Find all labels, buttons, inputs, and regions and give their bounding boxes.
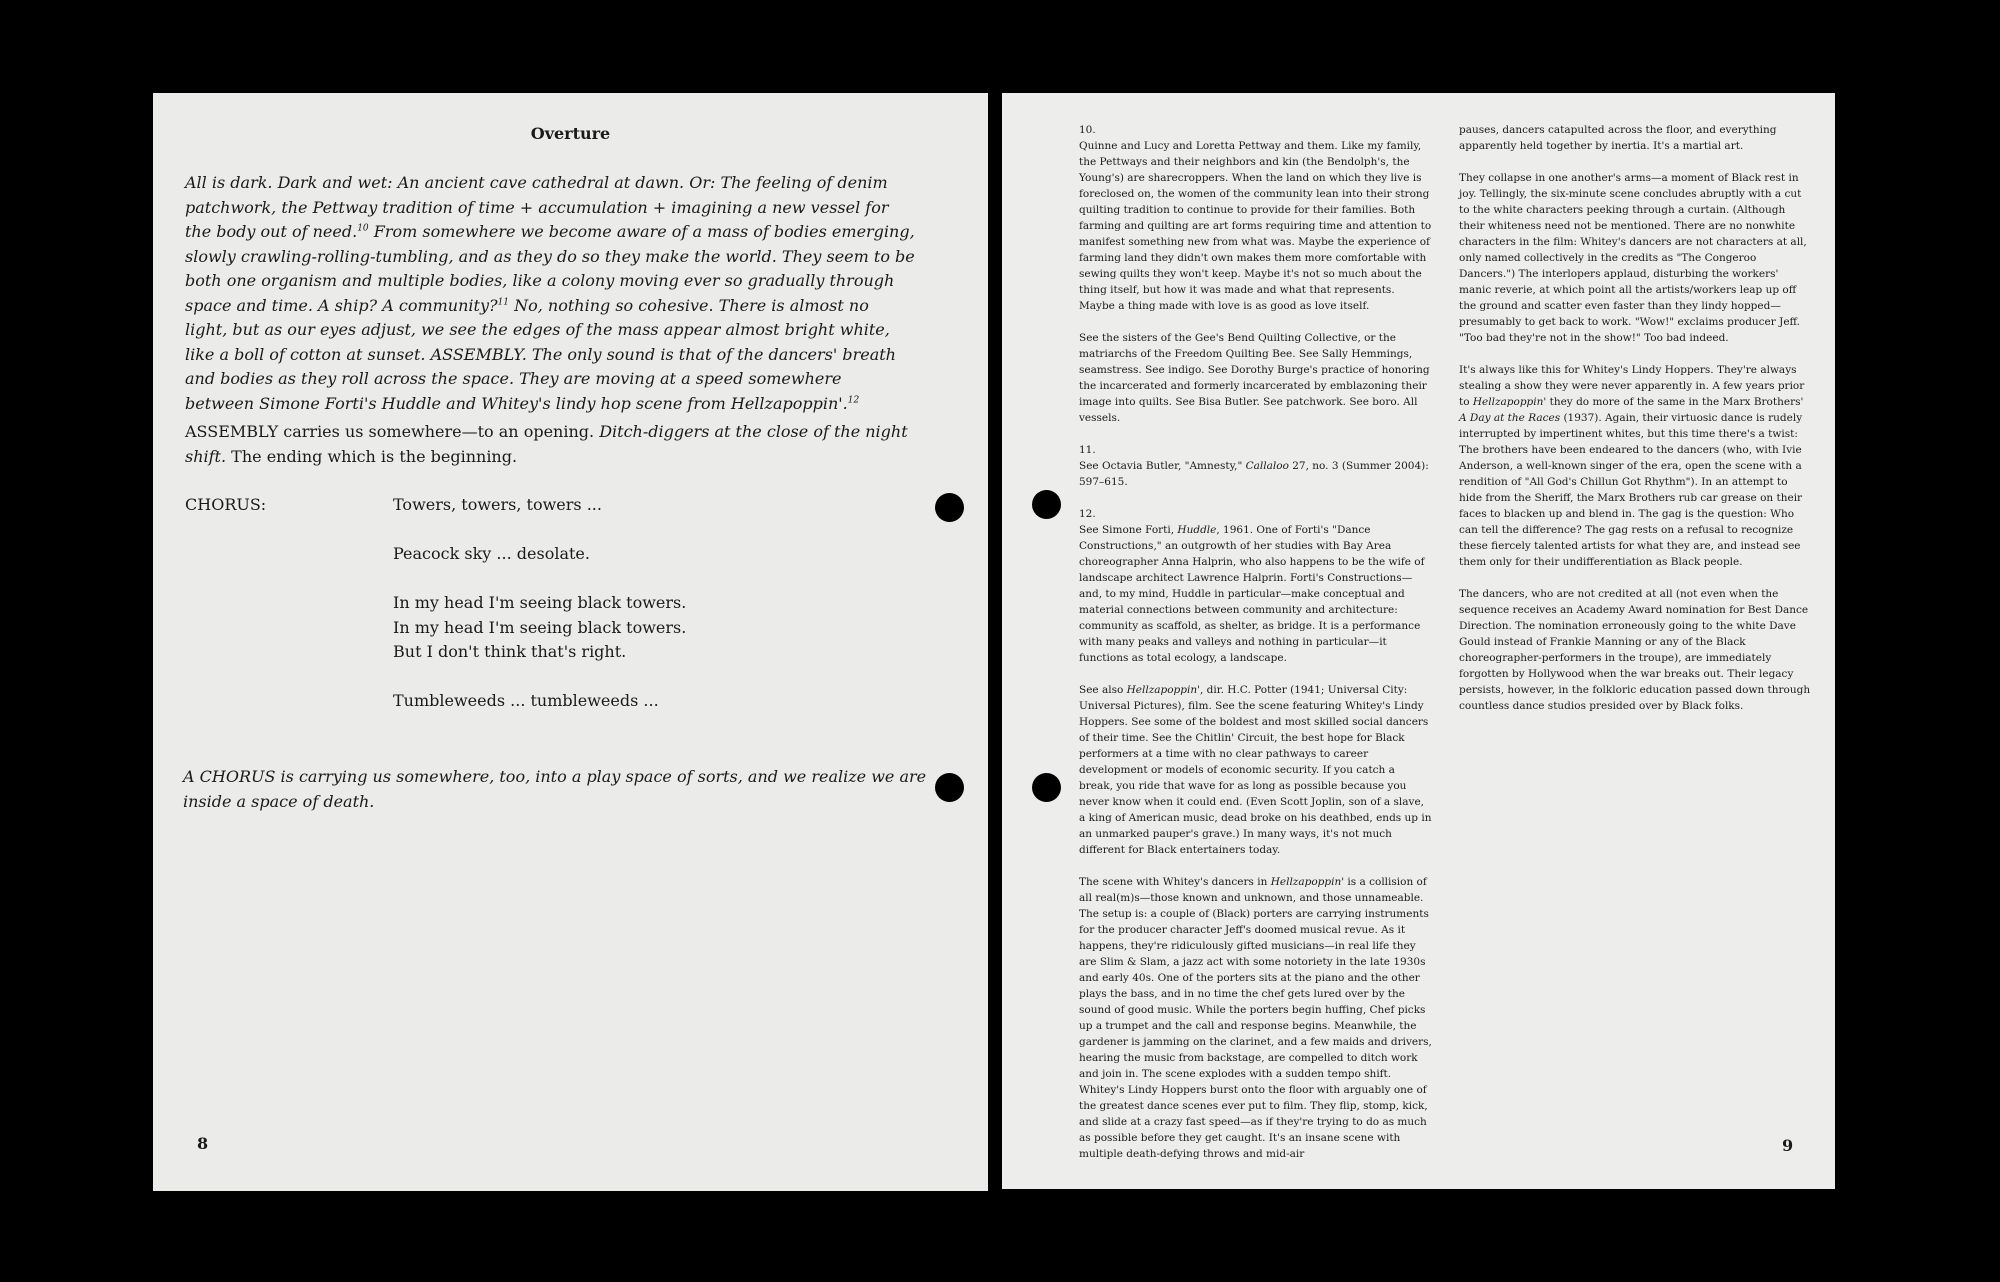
binder-hole [935, 493, 964, 522]
footnote-12-see-also [1079, 682, 1432, 858]
verse-line: Peacock sky ... desolate. [393, 544, 590, 563]
stanza-1 [393, 493, 602, 518]
footnote-11-number: 11. [1079, 444, 1096, 456]
footnote-12-number: 12. [1079, 508, 1096, 520]
col2-paragraph-3 [1459, 362, 1812, 570]
col2-paragraph-4: The dancers, who are not credited at all (not even when the sequence receives an Academy Award nomination for Best Dance Direction. The nomination erroneously going to the white Dave Gould instead of Frankie Manning or any of the Black choreographer-performers in the troupe), are immediately forgotten by Hollywood when the war breaks out. Their legacy persists, however, in the folkloric education passed down through countless dance studios presided over by Black folks. [1459, 588, 1811, 712]
verse-line: Tumbleweeds ... tumbleweeds ... [393, 691, 659, 710]
footnote-10-text: Quinne and Lucy and Loretta Pettway and them. Like my family, the Pettways and their neighbors and kin (the Bendolph's, the Young's) are sharecroppers. When the land on which they live is foreclosed on, the women of the community lean into their strong quilting tradition to continue to provide for their families. Both farming and quilting are art forms requiring time and attention to manifest something new from what was. Maybe the experience of farming land they didn't own makes them more comfortable with sewing quilts they won't keep. Maybe it's not so much about the thing itself, but how it was made and what that represents. Maybe a thing made with love is as good as love itself. [1079, 140, 1432, 312]
verse-line: In my head I'm seeing black towers. [393, 617, 687, 637]
see-also-film: Hellzapoppin' [1126, 684, 1200, 696]
footnote-11-text-b: 27, no. 3 (Summer 2004): 597–615. [1079, 460, 1429, 488]
page-number-left: 8 [197, 1134, 209, 1153]
left-page [153, 93, 988, 1191]
p3-text-c: (1937). Again, their virtuosic dance is rudely interrupted by impertinent whites, but this time there's a twist: The brothers have been endeared to the dancers (who, with Ivie Anderson, a well-known singer of the era, open the scene with a rendition of "All God's Chillun Got Rhythm"). In an attempt to hide from the Sheriff, the Marx Brothers rub car grease on their faces to blacken up and blend in. The gag is the question: Who can tell the difference? The gag rests on a refusal to recognize these fiercely talented artists for what they are, and instead see them only for their undifferentiation as Black people. [1459, 412, 1803, 568]
footnote-12-text-a: See Simone Forti, [1079, 524, 1178, 536]
footnote-ref-12[interactable]: 12 [847, 395, 860, 406]
intro-text-3: No, nothing so cohesive. There is almost no light, but as our eyes adjust, we see the edges of the mass appear almost bright white, like a boll of cotton at sunset. ASSEMBLY. The only sound is that of the dancers' breath and bodies as they roll across the space. They are moving at a speed somewhere between Simone Forti's Huddle and Whitey's lindy hop scene from Hellzapoppin'. [185, 295, 896, 413]
footnote-12-scene [1079, 874, 1432, 1162]
section-title: Overture [530, 124, 611, 143]
footnote-11-journal: Callaloo [1245, 460, 1289, 472]
stanza-3 [393, 591, 686, 665]
scene-text-a: The scene with Whitey's dancers in [1079, 876, 1271, 888]
footnote-ref-11[interactable]: 11 [497, 297, 510, 308]
footnote-11-text-a: See Octavia Butler, "Amnesty," [1079, 460, 1246, 472]
see-also-a: See also [1079, 684, 1127, 696]
verse-line: In my head I'm seeing black towers. [393, 593, 687, 612]
footnote-12-text [1079, 522, 1432, 666]
footnote-10-text-2: See the sisters of the Gee's Bend Quilting Collective, or the matriarchs of the Freedom Quilting Bee. See Sally Hemmings, seamstress. See indigo. See Dorothy Burge's practice of honoring the incarcerated and formerly incarcerated by emblazoning their image into quilts. See Bisa Butler. See patchwork. See boro. All vessels. [1079, 332, 1430, 424]
binder-hole [1032, 490, 1061, 519]
assembly-paragraph [185, 420, 915, 469]
col2-paragraph-2: They collapse in one another's arms—a moment of Black rest in joy. Tellingly, the six-minute scene concludes abruptly with a cut to the white characters peeking through a curtain. (Although their whiteness need not be mentioned. There are no nonwhite characters in the film: Whitey's dancers are not characters at all, only named collectively in the credits as "The Congeroo Dancers.") The interlopers applaud, disturbing the workers' manic reverie, at which point all the artists/workers leap up off the ground and scatter even faster than they lindy hopped—presumably to get back to work. "Wow!" exclaims producer Jeff. "Too bad they're not in the show!" Too bad indeed. [1459, 172, 1807, 344]
p3-text-a: It's always like this for Whitey's Lindy Hoppers. They're always stealing a show they were never apparently in. A few years prior to [1459, 364, 1805, 408]
see-also-b: , dir. H.C. Potter (1941; Universal City: Universal Pictures), film. See the scene featuring Whitey's Lindy Hoppers. See some of the boldest and most skilled social dancers of their time. See the Chitlin' Circuit, the best hope for Black performers at a time with no clear pathways to career development or models of economic security. If you catch a break, you ride that wave for as long as possible because you never know when it could end. (Even Scott Joplin, son of a slave, a king of American music, dead broke on his deathbed, ends up in an unmarked pauper's grave.) In many ways, it's not much different for Black entertainers today. [1079, 684, 1432, 856]
scene-text-b: is a collision of all real(m)s—those known and unknown, and those unnameable. The setup is: a couple of (Black) porters are carrying instruments for the producer character Jeff's doomed musical revue. As it happens, they're ridiculously gifted musicians—in real life they are Slim & Slam, a jazz act with some notoriety in the late 1930s and early 40s. One of the porters sits at the piano and the other plays the bass, and in no time the chef gets lured over by the sound of good music. While the porters begin huffing, Chef picks up a trumpet and the call and response begins. Meanwhile, the gardener is jamming on the clarinet, and a few maids and drivers, hearing the music from backstage, are compelled to ditch work and join in. The scene explodes with a sudden tempo shift. Whitey's Lindy Hoppers burst onto the floor with arguably one of the greatest dance scenes ever put to film. They flip, stomp, kick, and slide at a crazy fast speed—as if they're trying to do as much as possible before they get caught. It's an insane scene with multiple death-defying throws and mid-air [1079, 876, 1432, 1160]
footnotes-column-2 [1459, 122, 1812, 730]
stanza-2 [393, 542, 590, 567]
footnote-11-text [1079, 458, 1432, 490]
verse-line: Towers, towers, towers ... [393, 495, 602, 514]
p3-film-1: Hellzapoppin' [1472, 396, 1547, 408]
assembly-text-plain-2: The ending which is the beginning. [226, 446, 518, 466]
right-page [1002, 93, 1835, 1189]
scene-film: Hellzapoppin' [1270, 876, 1345, 888]
binder-hole [1032, 773, 1061, 802]
footnotes-column-1 [1079, 122, 1432, 1162]
p3-text-b: they do more of the same in the Marx Brothers' [1546, 396, 1804, 408]
assembly-text-plain: ASSEMBLY carries us somewhere—to an opening. [185, 422, 600, 441]
stanza-4 [393, 689, 659, 714]
footnote-10-number: 10. [1079, 124, 1096, 136]
footnote-12-text-b: , 1961. One of Forti's "Dance Constructions," an outgrowth of her studies with Bay Area choreographer Anna Halprin, who also happens to be the wife of landscape architect Lawrence Halprin. Forti's Constructions—and, to my mind, Huddle in particular—make conceptual and material connections between community and architecture: community as scaffold, as shelter, as bridge. It is a performance with many peaks and valleys and nothing in particular—it functions as total ecology, a landscape. [1079, 524, 1425, 664]
binder-hole [935, 773, 964, 802]
footnote-ref-10[interactable]: 10 [357, 223, 369, 234]
intro-text-1: All is dark. Dark and wet: An ancient cave cathedral at dawn. Or: The feeling of denim patchwork, the Pettway tradition of time + accumulation + imagining a new vessel for the body out of need. [185, 173, 889, 241]
intro-text-2: From somewhere we become aware of a mass of bodies emerging, slowly crawling-rolling-tumbling, and as they do so they make the world. They seem to be both one organism and multiple bodies, like a colony moving ever so gradually through space and time. A ship? A community? [185, 222, 915, 315]
p3-film-2: A Day at the Races [1459, 412, 1561, 424]
assembly-text-italic: Ditch-diggers at the close of the night shift. [185, 422, 908, 466]
intro-paragraph [185, 171, 915, 416]
chorus-label: CHORUS: [185, 495, 267, 514]
footnote-12-work: Huddle [1177, 524, 1217, 536]
closing-paragraph: A CHORUS is carrying us somewhere, too, into a play space of sorts, and we realize we are inside a space of death. [183, 767, 927, 811]
col2-paragraph-1: pauses, dancers catapulted across the floor, and everything apparently held together by inertia. It's a martial art. [1459, 124, 1777, 152]
verse-line: But I don't think that's right. [393, 642, 627, 661]
page-number-right: 9 [1782, 1136, 1794, 1155]
